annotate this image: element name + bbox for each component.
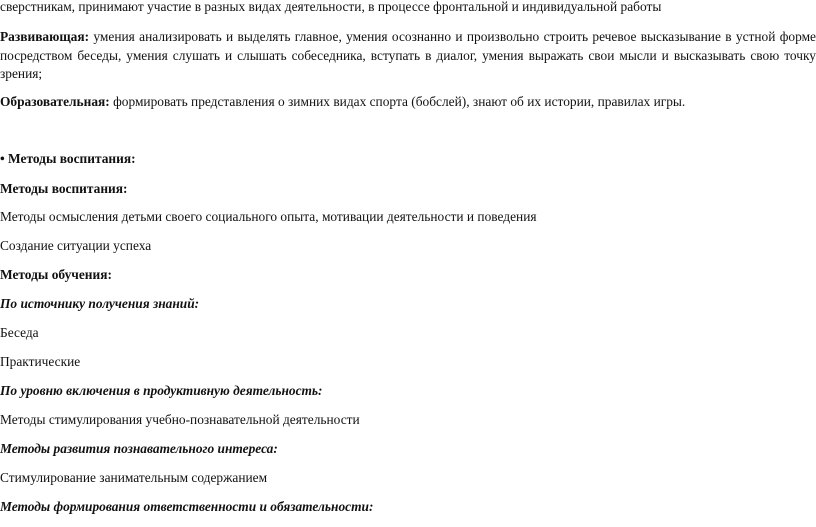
educational-paragraph — [0, 93, 685, 111]
developing-label: Развивающая: — [0, 29, 90, 44]
upbringing-heading: Методы воспитания: — [0, 181, 128, 196]
upbringing-item-1: Методы осмысления детьми своего социального опыта, мотивации деятельности и поведения — [0, 209, 537, 224]
interest-heading: Методы развития познавательного интереса: — [0, 441, 278, 456]
developing-text: умения анализировать и выделять главное, умения осознанно и произвольно строить речевое высказывание в устной форме посредством беседы, умения слушать и слышать собеседника, вступать в диалог, умения выражать свои мысли и высказывать свою точку зрения; — [0, 29, 816, 81]
productive-heading: По уровню включения в продуктивную деятельность: — [0, 383, 323, 398]
responsibility-heading: Методы формирования ответственности и обязательности: — [0, 499, 374, 514]
bullet-heading-text: Методы воспитания: — [4, 151, 136, 166]
educational-label: Образовательная: — [0, 94, 110, 109]
bullet-icon: • — [0, 151, 5, 166]
intro-line: сверстникам, принимают участие в разных видах деятельности, в процессе фронтальной и индивидуальной работы — [0, 0, 662, 14]
educational-text: формировать представления о зимних видах спорта (бобслей), знают об их истории, правилах игры. — [109, 94, 686, 109]
bullet-heading — [0, 150, 136, 168]
interest-item-1: Стимулирование занимательным содержанием — [0, 470, 268, 485]
knowledge-source-heading: По источнику получения знаний: — [0, 296, 200, 311]
upbringing-item-2: Создание ситуации успеха — [0, 238, 152, 253]
teaching-heading: Методы обучения: — [0, 267, 112, 282]
knowledge-item-1: Беседа — [0, 325, 39, 340]
developing-paragraph — [0, 28, 816, 84]
knowledge-item-2: Практические — [0, 354, 81, 369]
productive-item-1: Методы стимулирования учебно-познавательной деятельности — [0, 412, 360, 427]
